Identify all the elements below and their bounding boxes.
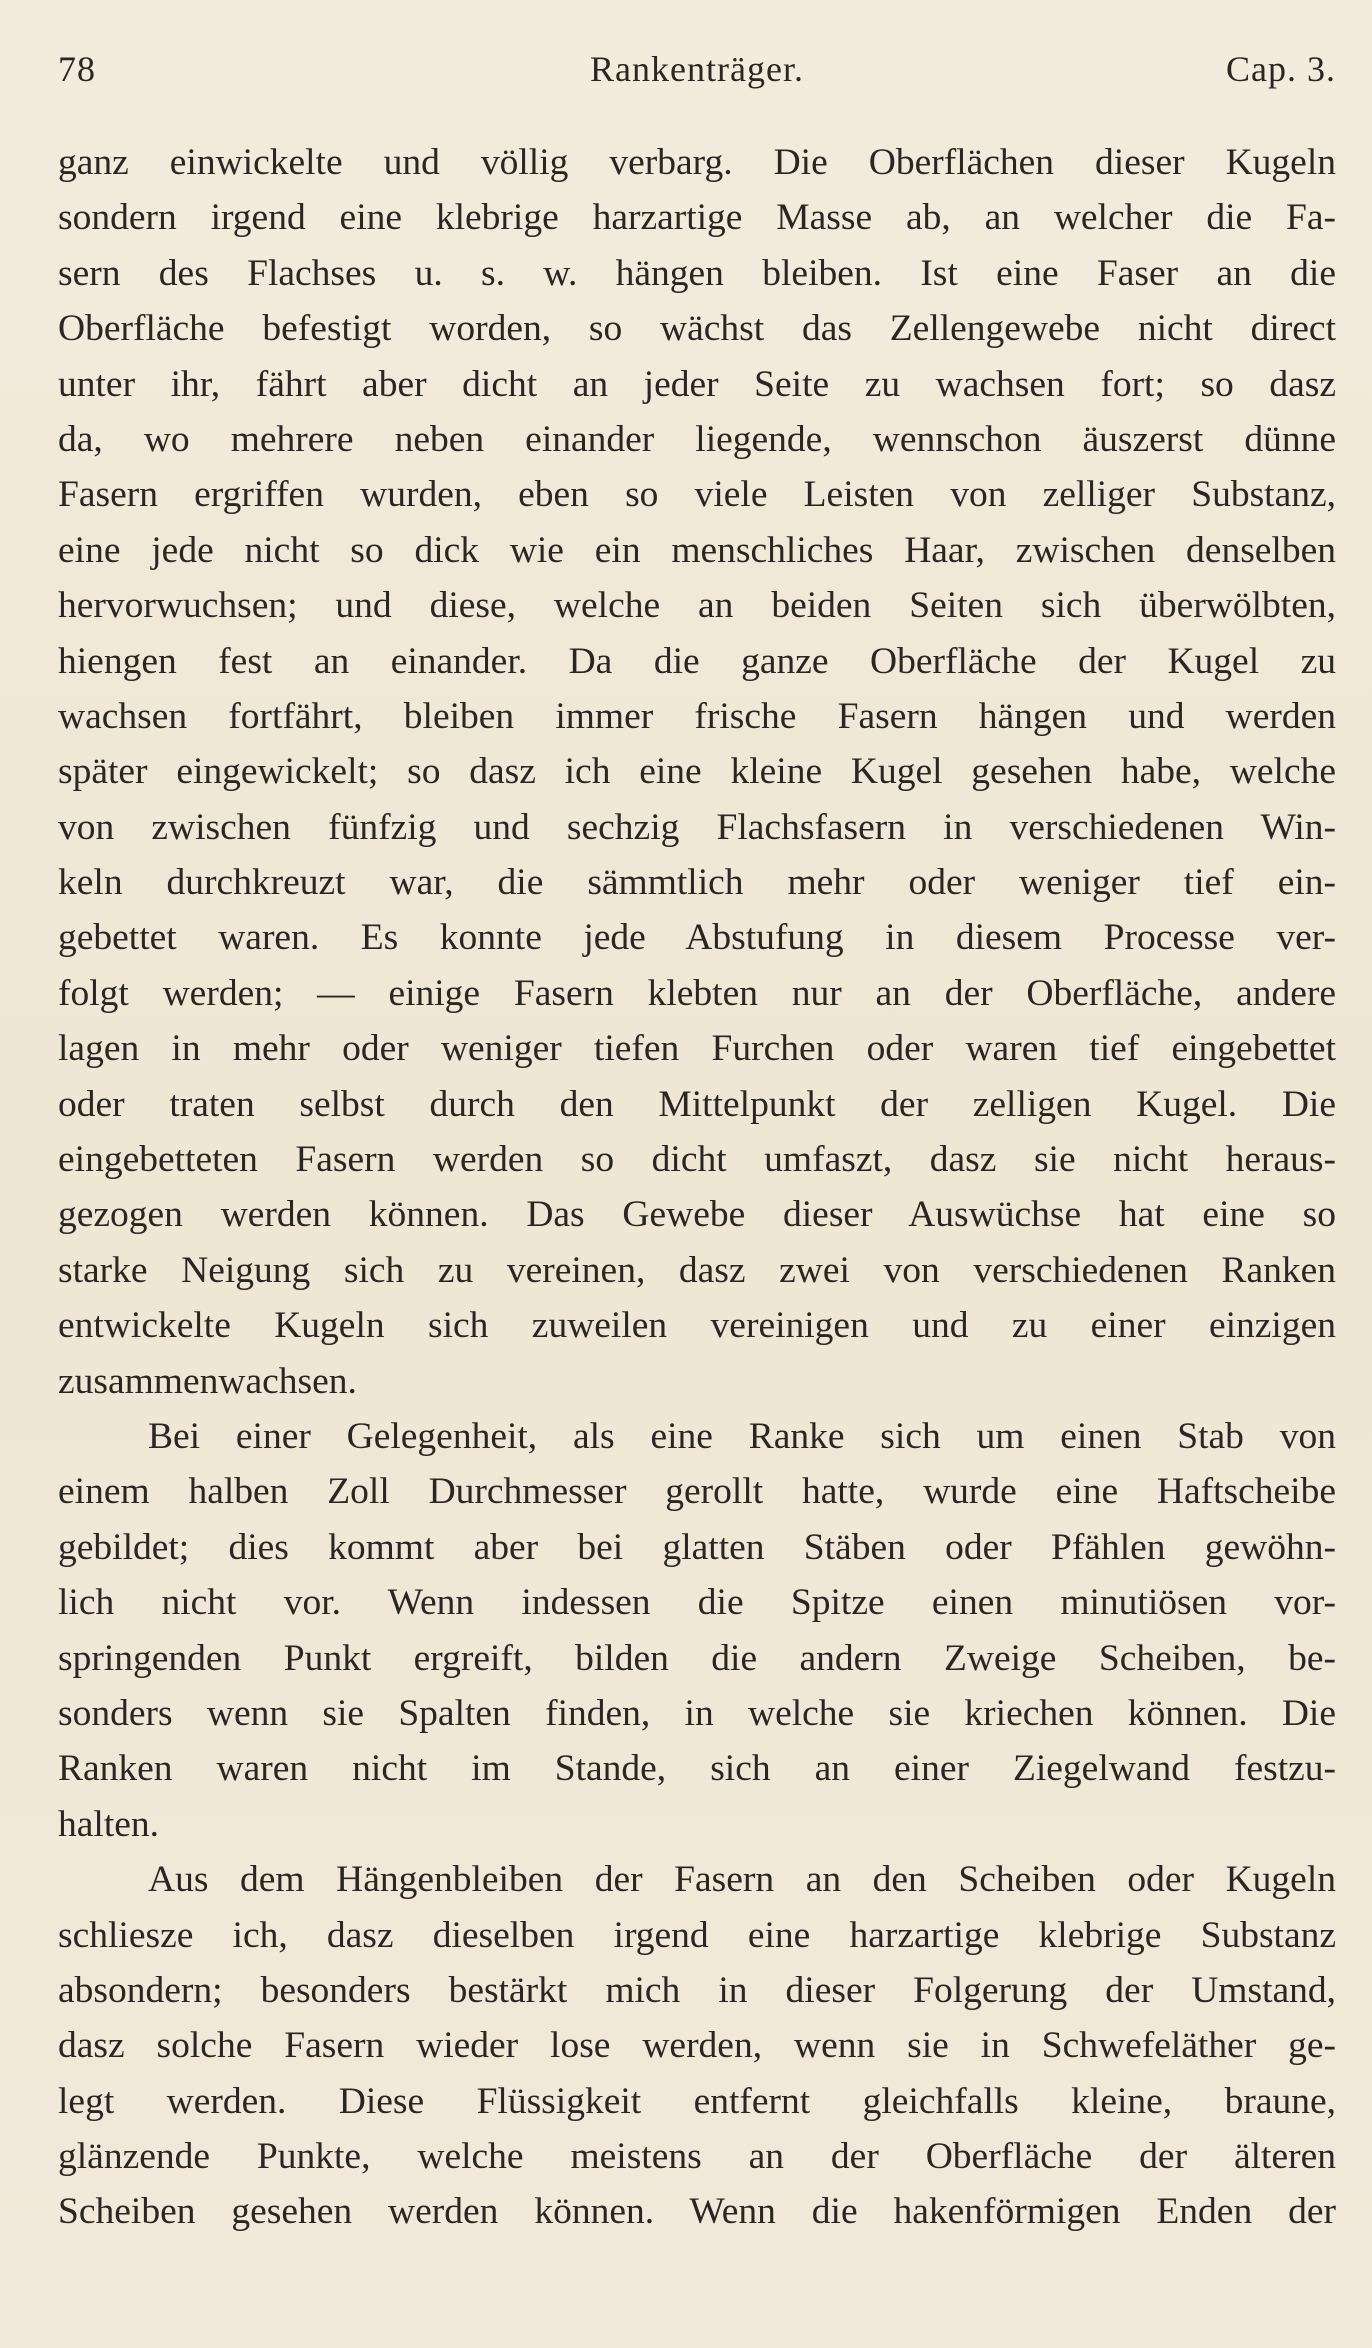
page-number: 78 <box>58 49 96 89</box>
text-line: folgt werden; — einige Fasern klebten nur an der Oberfläche, andere <box>58 972 1336 1014</box>
text-line: gebildet; dies kommt aber bei glatten Stäben oder Pfählen gewöhn- <box>58 1526 1336 1568</box>
text-line: oder traten selbst durch den Mittelpunkt der zelligen Kugel. Die <box>58 1083 1336 1125</box>
text-line: gezogen werden können. Das Gewebe dieser Auswüchse hat eine so <box>58 1194 1336 1236</box>
text-line: keln durchkreuzt war, die sämmtlich mehr oder weniger tief ein- <box>58 862 1336 904</box>
text-line: lagen in mehr oder weniger tiefen Furchen oder waren tief eingebettet <box>58 1028 1336 1070</box>
text-line: lich nicht vor. Wenn indessen die Spitze einen minutiösen vor- <box>58 1582 1336 1624</box>
text-line: schliesze ich, dasz dieselben irgend eine harzartige klebrige Substanz <box>58 1914 1336 1956</box>
text-line: absondern; besonders bestärkt mich in dieser Folgerung der Umstand, <box>58 1969 1336 2011</box>
text-line: Ranken waren nicht im Stande, sich an einer Ziegelwand festzu- <box>58 1748 1336 1790</box>
text-line: hiengen fest an einander. Da die ganze Oberfläche der Kugel zu <box>58 640 1336 682</box>
page-header <box>58 48 1336 98</box>
text-line: sondern irgend eine klebrige harzartige Masse ab, an welcher die Fa- <box>58 197 1336 239</box>
text-line: gebettet waren. Es konnte jede Abstufung in diesem Processe ver- <box>58 917 1336 959</box>
text-line: springenden Punkt ergreift, bilden die andern Zweige Scheiben, be- <box>58 1637 1336 1679</box>
text-line: da, wo mehrere neben einander liegende, wennschon äuszerst dünne <box>58 418 1336 460</box>
text-line: von zwischen fünfzig und sechzig Flachsfasern in verschiedenen Win- <box>58 806 1336 848</box>
chapter-label: Cap. 3. <box>1226 49 1336 89</box>
text-line: ganz einwickelte und völlig verbarg. Die Oberflächen dieser Kugeln <box>58 142 1336 183</box>
text-line: zusammenwachsen. <box>58 1360 357 1402</box>
text-line: glänzende Punkte, welche meistens an der Oberfläche der älteren <box>58 2136 1336 2178</box>
text-line: entwickelte Kugeln sich zuweilen vereinigen und zu einer einzigen <box>58 1305 1336 1347</box>
text-line: dasz solche Fasern wieder lose werden, wenn sie in Schwefeläther ge- <box>58 2025 1336 2067</box>
body-text <box>58 135 1336 2240</box>
text-line: halten. <box>58 1803 160 1845</box>
text-line: Oberfläche befestigt worden, so wächst das Zellengewebe nicht direct <box>58 308 1336 350</box>
text-line: eine jede nicht so dick wie ein menschliches Haar, zwischen denselben <box>58 529 1336 571</box>
running-title: Rankenträger. <box>590 49 804 89</box>
text-line: sern des Flachses u. s. w. hängen bleiben. Ist eine Faser an die <box>58 252 1336 294</box>
text-line: später eingewickelt; so dasz ich eine kleine Kugel gesehen habe, welche <box>58 751 1336 793</box>
text-line: sonders wenn sie Spalten finden, in welche sie kriechen können. Die <box>58 1692 1336 1734</box>
text-line: eingebetteten Fasern werden so dicht umfaszt, dasz sie nicht heraus- <box>58 1139 1336 1181</box>
text-line: einem halben Zoll Durchmesser gerollt hatte, wurde eine Haftscheibe <box>58 1471 1336 1513</box>
text-line: unter ihr, fährt aber dicht an jeder Seite zu wachsen fort; so dasz <box>58 363 1336 405</box>
text-line: hervorwuchsen; und diese, welche an beiden Seiten sich überwölbten, <box>58 585 1336 627</box>
text-line: Bei einer Gelegenheit, als eine Ranke sich um einen Stab von <box>148 1415 1336 1457</box>
text-line: starke Neigung sich zu vereinen, dasz zwei von verschiedenen Ranken <box>58 1249 1336 1291</box>
text-line: Fasern ergriffen wurden, eben so viele Leisten von zelliger Substanz, <box>58 474 1336 516</box>
text-line: Aus dem Hängenbleiben der Fasern an den Scheiben oder Kugeln <box>148 1859 1336 1901</box>
text-line: wachsen fortfährt, bleiben immer frische Fasern hängen und werden <box>58 695 1336 737</box>
text-line: legt werden. Diese Flüssigkeit entfernt gleichfalls kleine, braune, <box>58 2080 1336 2122</box>
text-line: Scheiben gesehen werden können. Wenn die hakenförmigen Enden der <box>58 2191 1336 2233</box>
